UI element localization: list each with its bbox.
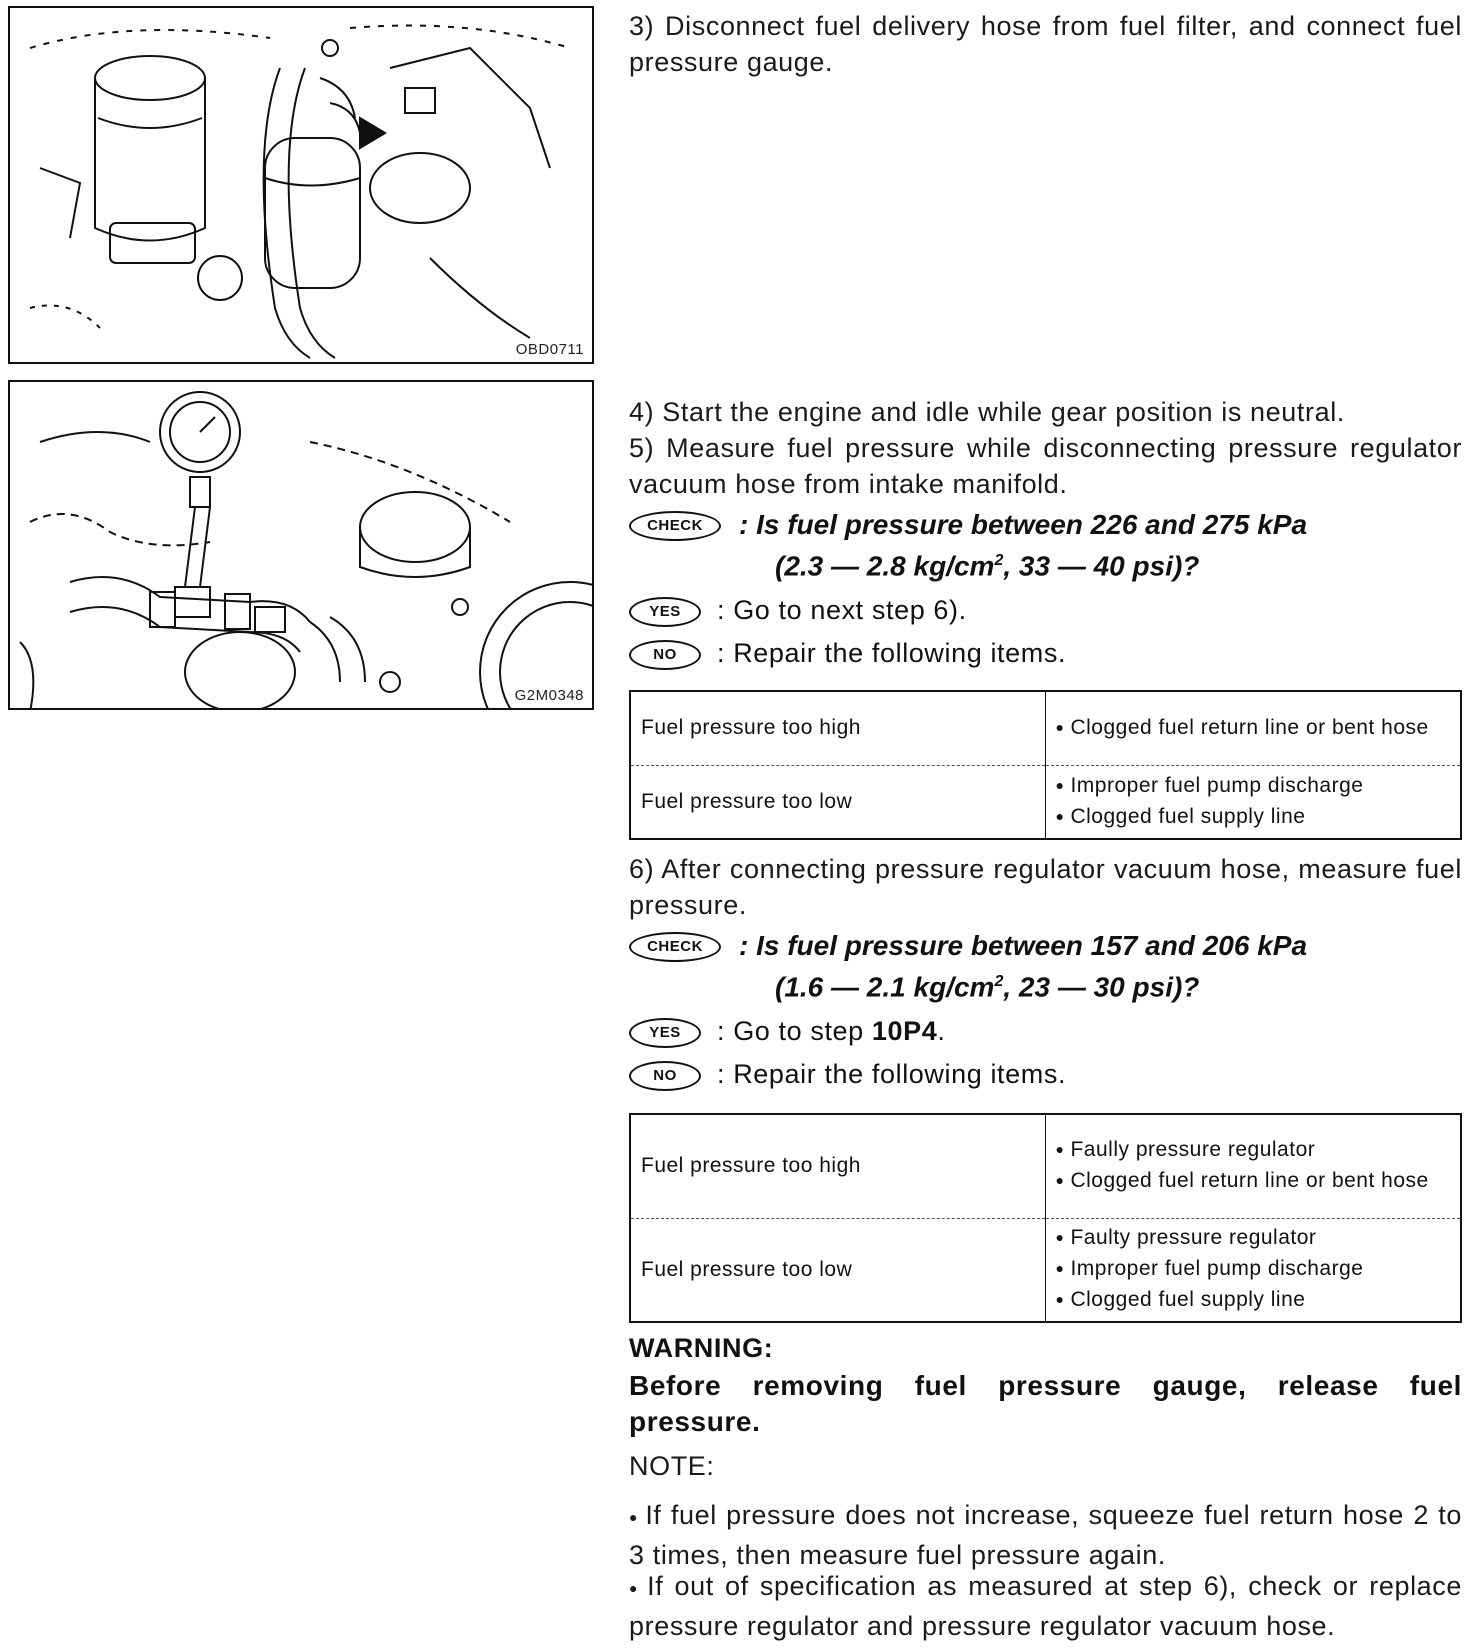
list-item: ● Improper fuel pump discharge <box>1056 771 1451 802</box>
table-cell-condition: Fuel pressure too high <box>630 691 1045 765</box>
step-3-text: 3) Disconnect fuel delivery hose from fuel filter, and connect fuel pressure gauge. <box>629 11 1462 77</box>
check-2-question <box>739 928 1459 1005</box>
step-5-text: 5) Measure fuel pressure while disconnecting pressure regulator vacuum hose from intake manifold. <box>629 433 1462 499</box>
check-2-yes <box>629 1013 1462 1049</box>
table-row <box>630 765 1461 839</box>
check-1-line2-pre: (2.3 — 2.8 kg/cm <box>775 550 995 582</box>
note-heading: NOTE: <box>629 1451 715 1481</box>
table-cell-items <box>1045 691 1461 765</box>
check-1-line2-post: , 33 — 40 psi)? <box>1003 550 1200 582</box>
check-1-sup: 2 <box>994 552 1004 569</box>
table-cell-items <box>1045 1218 1461 1322</box>
check-1-yes <box>629 592 1462 628</box>
table-cell-items <box>1045 765 1461 839</box>
list-item: ● Clogged fuel return line or bent hose <box>1056 1166 1451 1197</box>
check-badge: CHECK <box>629 511 721 541</box>
figure-pressure-gauge <box>8 380 594 710</box>
list-item: ● Faully pressure regulator <box>1056 1135 1451 1166</box>
figure-code: OBD0711 <box>515 341 584 358</box>
table-cell-condition: Fuel pressure too high <box>630 1114 1045 1218</box>
table-cell-condition: Fuel pressure too low <box>630 1218 1045 1322</box>
check-2-no <box>629 1056 1462 1092</box>
yes-badge: YES <box>629 1018 701 1048</box>
table-row <box>630 691 1461 765</box>
check-1-no <box>629 635 1462 671</box>
pressure-gauge-illustration <box>10 382 594 710</box>
no-badge: NO <box>629 640 701 670</box>
check-2-yes-text <box>717 1016 945 1046</box>
repair-table-1 <box>629 690 1462 840</box>
check-1-question <box>739 507 1459 584</box>
table-cell-condition: Fuel pressure too low <box>630 765 1045 839</box>
note-item-text: If fuel pressure does not increase, squeeze fuel return hose 2 to 3 times, then measure fuel pressure again. <box>629 1500 1462 1570</box>
check-1 <box>629 511 1462 591</box>
check-1-yes-text: : Go to next step 6). <box>717 595 967 625</box>
check-2-yes-post: . <box>937 1016 946 1046</box>
repair-table-2 <box>629 1113 1462 1323</box>
figure-fuel-filter <box>8 6 594 364</box>
fuel-filter-illustration <box>10 8 594 364</box>
check-2-line2-post: , 23 — 30 psi)? <box>1003 971 1200 1003</box>
step-4-text: 4) Start the engine and idle while gear position is neutral. <box>629 397 1345 427</box>
figure-code: G2M0348 <box>514 687 584 704</box>
check-2-yes-step: 10P4 <box>871 1016 938 1046</box>
check-2 <box>629 932 1462 1012</box>
step-6-text: 6) After connecting pressure regulator vacuum hose, measure fuel pressure. <box>629 854 1462 920</box>
check-2-line2-pre: (1.6 — 2.1 kg/cm <box>775 971 995 1003</box>
check-2-no-text: : Repair the following items. <box>717 1059 1067 1089</box>
check-2-line1: : Is fuel pressure between 157 and 206 kPa <box>739 930 1308 961</box>
list-item: ● Clogged fuel return line or bent hose <box>1056 713 1451 744</box>
yes-badge: YES <box>629 597 701 627</box>
note-item <box>629 1568 1462 1644</box>
check-2-sup: 2 <box>994 973 1004 990</box>
warning-heading: WARNING: <box>629 1333 774 1363</box>
note-item <box>629 1497 1462 1573</box>
check-1-line1: : Is fuel pressure between 226 and 275 kPa <box>739 509 1308 540</box>
table-cell-items <box>1045 1114 1461 1218</box>
check-badge: CHECK <box>629 932 721 962</box>
list-item: ● Clogged fuel supply line <box>1056 1285 1451 1316</box>
check-2-yes-pre: : Go to step <box>717 1016 872 1046</box>
table-row <box>630 1218 1461 1322</box>
table-row <box>630 1114 1461 1218</box>
list-item: ● Faulty pressure regulator <box>1056 1223 1451 1254</box>
note-item-text: If out of specification as measured at step 6), check or replace pressure regulator and pressure regulator vacuum hose. <box>629 1571 1462 1641</box>
warning-body: Before removing fuel pressure gauge, release fuel pressure. <box>629 1370 1462 1437</box>
check-2-line2 <box>739 964 1459 1005</box>
check-1-no-text: : Repair the following items. <box>717 638 1067 668</box>
no-badge: NO <box>629 1061 701 1091</box>
list-item: ● Clogged fuel supply line <box>1056 802 1451 833</box>
list-item: ● Improper fuel pump discharge <box>1056 1254 1451 1285</box>
check-1-line2 <box>739 543 1459 584</box>
